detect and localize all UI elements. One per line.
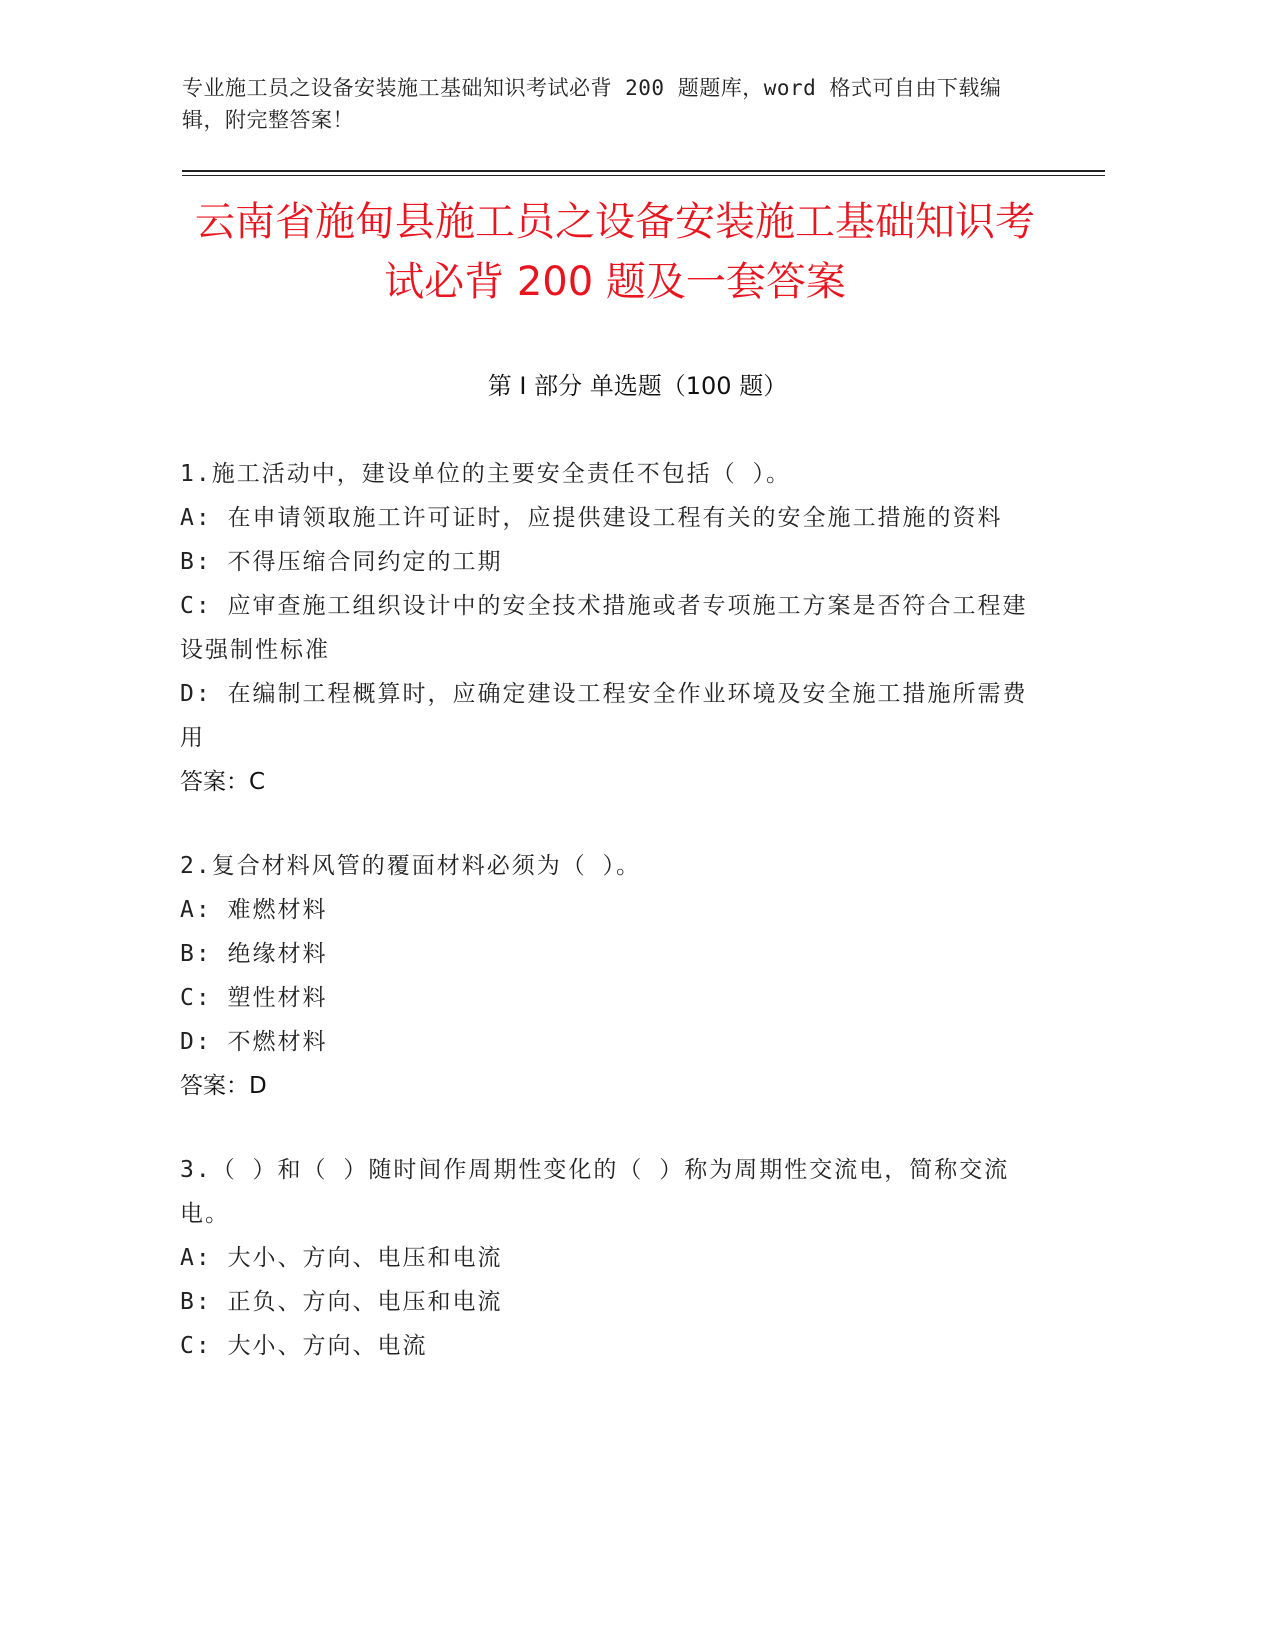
option-a: A: 在申请领取施工许可证时，应提供建设工程有关的安全施工措施的资料 [180, 505, 1003, 531]
header-note: 专业施工员之设备安装施工基础知识考试必背 200 题题库，word 格式可自由下载编辑，附完整答案！ [182, 76, 1002, 132]
question-2 [180, 844, 1030, 1108]
option-c: C: 塑性材料 [180, 985, 328, 1011]
document-title: 云南省施甸县施工员之设备安装施工基础知识考试必背 200 题及一套答案 [195, 199, 1035, 305]
answer: 答案：C [180, 769, 266, 795]
question-1 [180, 452, 1030, 804]
option-b: B: 不得压缩合同约定的工期 [180, 549, 503, 575]
option-c: C: 应审查施工组织设计中的安全技术措施或者专项施工方案是否符合工程建设强制性标准 [180, 593, 1028, 663]
section-heading: 第 I 部分 单选题（100 题） [487, 372, 788, 400]
question-stem: 3.（ ）和（ ）随时间作周期性变化的（ ）称为周期性交流电，简称交流电。 [180, 1157, 1010, 1227]
option-d: D: 不燃材料 [180, 1029, 328, 1055]
option-a: A: 难燃材料 [180, 897, 328, 923]
header-divider-thin [182, 175, 1105, 176]
option-d: D: 在编制工程概算时，应确定建设工程安全作业环境及安全施工措施所需费用 [180, 681, 1028, 751]
question-stem: 1.施工活动中，建设单位的主要安全责任不包括（ ）。 [180, 461, 792, 487]
option-a: A: 大小、方向、电压和电流 [180, 1245, 503, 1271]
answer: 答案：D [180, 1073, 267, 1099]
header-divider-thick [182, 170, 1105, 172]
option-c: C: 大小、方向、电流 [180, 1333, 428, 1359]
question-3 [180, 1148, 1030, 1368]
question-list [180, 452, 1030, 1408]
option-b: B: 正负、方向、电压和电流 [180, 1289, 503, 1315]
option-b: B: 绝缘材料 [180, 941, 328, 967]
question-stem: 2.复合材料风管的覆面材料必须为（ ）。 [180, 853, 642, 879]
